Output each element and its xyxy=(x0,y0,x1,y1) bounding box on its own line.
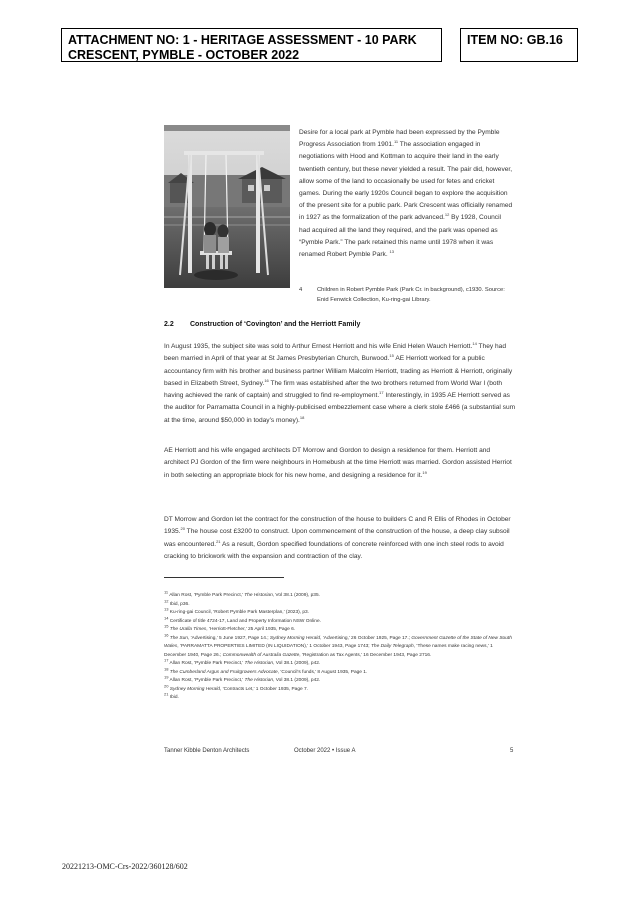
footnote xyxy=(164,682,516,695)
figure-caption-text: Children in Robert Pymble Park (Park Cr. in background), c1930. Source: Enid Fenwick Collection, Ku-ring-gai Library. xyxy=(317,287,505,303)
text-run: Ibid. xyxy=(168,695,179,700)
text-run: They had been married in April of that year at St James Presbyterian Church, Burwood. xyxy=(164,343,507,363)
footnote-list xyxy=(164,589,516,703)
footnote-ref: 13 xyxy=(164,606,169,612)
footnote xyxy=(164,597,516,610)
italic-text: Sydney Morning Herald xyxy=(169,686,220,692)
text-run: AE Herriott worked for a public accountancy firm with his brother and business partner William Malcolm Herriott, trading as Herriott & Herriott, originally based in Elizabeth Street, Sydney. xyxy=(164,355,513,387)
text-run: Interestingly, in 1935 AE Herriott served as the auditor for Parramatta Council in a highly-publicised embezzlement case where a clerk stole £466 (a substantial sum at the time, around $50,000 in today’s money). xyxy=(164,392,516,424)
footnote xyxy=(164,691,516,703)
footnote-ref: 16 xyxy=(164,631,169,637)
text-run: In August 1935, the subject site was sold to Arthur Ernest Herriott and his wife Enid Helen Wauch Herriott. xyxy=(164,343,473,350)
italic-text: Commonwealth of Australia Gazette xyxy=(222,652,300,658)
document-id: 20221213-OMC-Crs-2022/360128/602 xyxy=(62,862,188,871)
body-paragraph-1 xyxy=(164,341,516,427)
text-run: , ‘Registration as Tax Agents,’ 16 December 1943, Page 2716. xyxy=(299,652,432,658)
section-title: Construction of ‘Covington’ and the Herriott Family xyxy=(190,321,361,328)
footnote-ref: 18 xyxy=(164,665,169,671)
footnote xyxy=(164,614,516,627)
text-run: , ‘Advertising,’ 26 October 1925, Page 17.; xyxy=(320,635,412,641)
footnote-divider xyxy=(164,577,284,578)
section-heading xyxy=(164,321,360,328)
footnote-ref: 15 xyxy=(164,623,169,629)
attachment-title: ATTACHMENT NO: 1 - HERITAGE ASSESSMENT - 10 PARK CRESCENT, PYMBLE - OCTOBER 2022 xyxy=(61,28,442,62)
item-number: ITEM NO: GB.16 xyxy=(460,28,578,62)
footnote xyxy=(164,623,516,635)
footnote-ref: 17 xyxy=(379,390,384,395)
text-run: , Vol 38.1 (2009), p42. xyxy=(273,678,321,683)
italic-text: The Daily Telegraph xyxy=(370,644,414,649)
footnote-ref: 11 xyxy=(393,139,399,145)
footnote xyxy=(164,674,516,686)
footnote xyxy=(164,665,516,678)
footnote xyxy=(164,606,516,618)
footnote-ref: 11 xyxy=(164,589,169,595)
text-run: , ‘These names make racing news,’ 1 December 1940, Page 26.; xyxy=(164,644,493,658)
text-run: , ‘Council’s funds,’ 8 August 1935, Page 1. xyxy=(277,669,368,675)
footnote-ref: 18 xyxy=(299,414,305,420)
text-run: DT Morrow and Gordon let the contract for the construction of the house to builders C and R Ellis of Rhodes in October 1935. xyxy=(164,516,511,536)
section-number: 2.2 xyxy=(164,321,174,328)
text-run: As a result, Gordon specified foundations of concrete reinforced with one inch steel rods to avoid cracking to brickwork with the expansion and contraction of the clay. xyxy=(164,540,504,560)
body-paragraph-2 xyxy=(164,445,516,482)
text-run: , Vol 38.1 (2009), p35. xyxy=(272,593,320,598)
text-run: Allan Rost, ‘Pymble Park Precinct,’ xyxy=(168,678,245,683)
footnote-ref: 19 xyxy=(422,469,427,475)
text-run: Ku-ring-gai Council, ‘Robert Pymble Park Masterplan,’ (2023), p3. xyxy=(168,610,310,615)
footnote xyxy=(164,589,516,601)
footnote-ref: 12 xyxy=(164,597,169,603)
text-run: Ibid, p36. xyxy=(168,601,190,607)
italic-text: The Uralla Times xyxy=(169,627,207,632)
footnote-ref: 17 xyxy=(164,657,169,663)
figure-number: 4 xyxy=(299,287,303,293)
footer-date-issue: October 2022 • Issue A xyxy=(294,748,356,754)
italic-text: The Sun xyxy=(169,635,188,641)
footnote-ref: 14 xyxy=(164,614,169,620)
page-number: 5 xyxy=(510,748,514,754)
text-run: By 1928, Council had acquired all the land they required, and the park was opened as “Pymble Park.” The park retained this name until 1978 when it was renamed Robert Pymble Park. xyxy=(299,214,502,259)
text-run: Desire for a local park at Pymble had been expressed by the Pymble Progress Association from 1901. xyxy=(299,129,500,149)
italic-text: The Cumberland Argus and Fruitgrowers Advocate xyxy=(169,669,278,675)
footnote-ref: 19 xyxy=(164,674,169,680)
text-run: Allan Rost, ‘Pymble Park Precinct,’ xyxy=(168,593,245,598)
footnote-ref: 20 xyxy=(164,682,169,688)
text-run: AE Herriott and his wife engaged architects DT Morrow and Gordon to design a residence for them. Herriott and architect PJ Gordon of the firm were neighbours in Homebush at the time Herriott was married. Gordon assisted Herriot in both selecting an appropriate block for his new home, and designing a residence for it. xyxy=(164,447,512,479)
footnote-ref: 15 xyxy=(389,353,394,359)
text-run: , Vol 38.1 (2009), p42. xyxy=(273,661,321,666)
footnote-ref: 21 xyxy=(216,538,221,544)
text-run: The association engaged in negotiations with Hood and Kottman to acquire their land in the early twentieth century, but these never yielded a result. The pair did, however, allow some of the land to occasionally be used for fetes and cricket games. During the early 1920s Council began to explore the acquisition of the present site for a public park. Park Crescent was officially renamed in 1927 as the formalization of the park advanced. xyxy=(299,141,513,222)
footnote-ref: 20 xyxy=(180,526,185,532)
footnote-ref: 13 xyxy=(389,248,394,254)
italic-text: The Historian xyxy=(244,678,274,683)
park-photo xyxy=(164,125,290,288)
footnote-ref: 21 xyxy=(164,691,169,697)
italic-text: Government Gazette of the State of New South Wales xyxy=(164,635,512,649)
text-run: Allan Rost, ‘Pymble Park Precinct,’ xyxy=(168,661,245,666)
body-paragraph-3 xyxy=(164,514,516,563)
footer-firm: Tanner Kibble Denton Architects xyxy=(164,748,250,754)
text-run: , ‘Advertising,’ 5 June 1927, Page 14.; xyxy=(187,635,270,641)
text-run: The firm was established after the two brothers returned from World War I (both having achieved the rank of captain) and struggled to find re-employment. xyxy=(164,379,503,400)
text-run: Certificate of title 4724-17, Land and Property Information NSW Online. xyxy=(168,618,321,624)
footnote-ref: 14 xyxy=(472,340,477,346)
text-run: , ‘Herriott-Fletcher,’ 25 April 1935, Page 6. xyxy=(206,627,296,632)
italic-text: Sydney Morning Herald xyxy=(269,635,321,641)
italic-text: The Historian xyxy=(244,593,273,598)
footnote-ref: 12 xyxy=(444,212,450,218)
text-run: , ‘PARRAMATTA PROPERTIES LIMITED (IN LIQUIDATION),’ 1 October 1943, Page 1743; xyxy=(177,644,371,649)
italic-text: The Historian xyxy=(244,661,274,666)
text-run: The house cost £3200 to construct. Upon commencement of the construction of the house, a deep clay subsoil was encountered. xyxy=(164,528,510,548)
footnote xyxy=(164,657,516,669)
footnote-ref: 16 xyxy=(264,377,269,383)
park-history-paragraph xyxy=(299,127,513,261)
text-run: , ‘Contracts Let,’ 1 October 1935, Page 7. xyxy=(219,686,309,692)
footnote xyxy=(164,631,516,661)
